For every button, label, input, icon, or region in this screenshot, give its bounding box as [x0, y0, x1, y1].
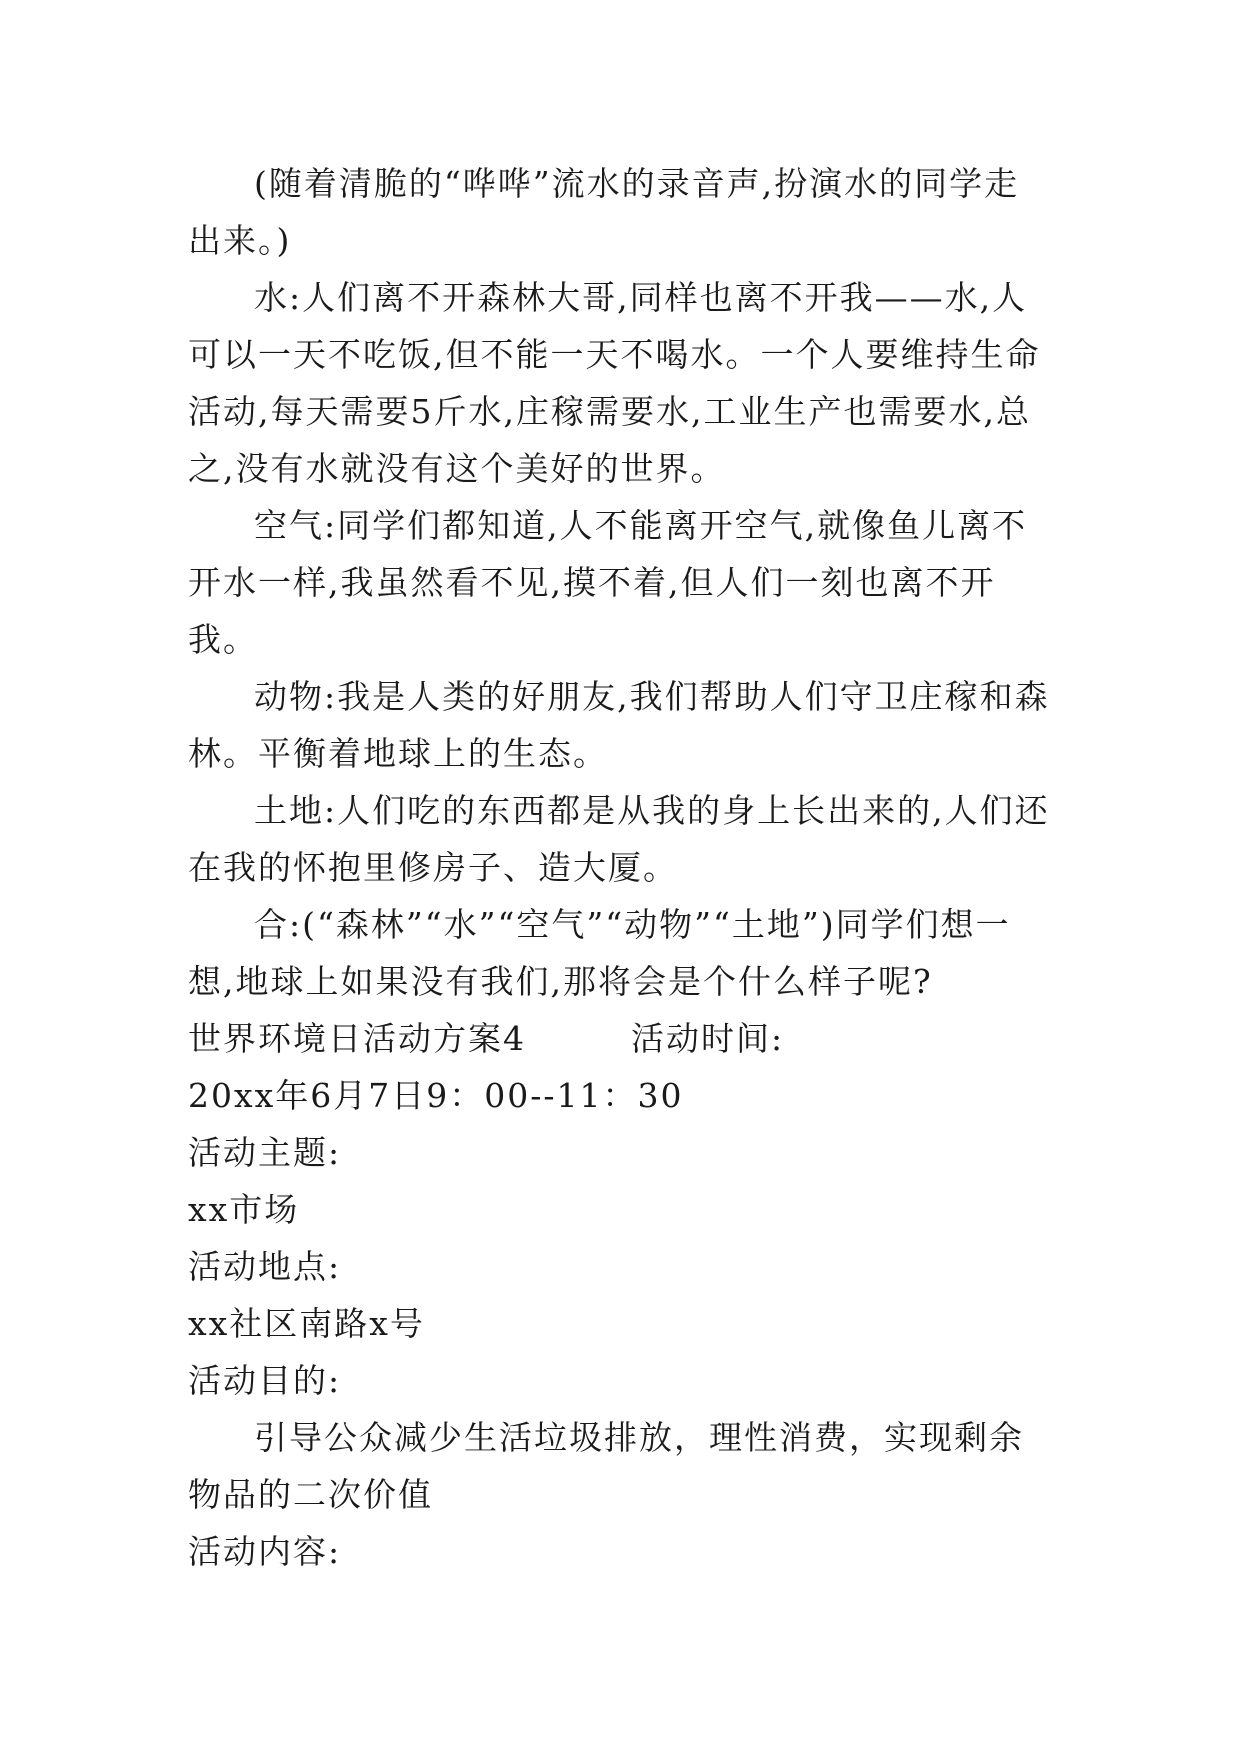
activity-theme-label: 活动主题:	[188, 1133, 342, 1172]
activity-location-value: xx社区南路x号	[188, 1304, 425, 1343]
activity-content-label: 活动内容:	[188, 1532, 342, 1571]
activity-purpose-value: 引导公众减少生活垃圾排放，理性消费，实现剩余物品的二次价值	[188, 1418, 1024, 1514]
activity-theme-value: xx市场	[188, 1190, 300, 1229]
paragraph-water-sound: (随着清脆的“哗哗”流水的录音声,扮演水的同学走出来。)	[188, 164, 1020, 260]
activity-time-value: 20xx年6月7日9：00--11：30	[188, 1076, 684, 1115]
paragraph-land: 土地:人们吃的东西都是从我的身上长出来的,人们还在我的怀抱里修房子、造大厦。	[188, 791, 1050, 887]
paragraph-chorus: 合:(“森林”“水”“空气”“动物”“土地”)同学们想一想,地球上如果没有我们,那将会是个什么样子呢?	[188, 905, 1011, 1001]
paragraph-animals: 动物:我是人类的好朋友,我们帮助人们守卫庄稼和森林。平衡着地球上的生态。	[188, 677, 1050, 773]
activity-location-label: 活动地点:	[188, 1247, 342, 1286]
paragraph-water: 水:人们离不开森林大哥,同样也离不开我——水,人可以一天不吃饭,但不能一天不喝水。一个人要维持生命活动,每天需要5斤水,庄稼需要水,工业生产也需要水,总之,没有水就没有这个美好的世界。	[188, 278, 1041, 488]
plan-heading-and-time-label: 世界环境日活动方案4 活动时间:	[188, 1019, 785, 1058]
paragraph-air: 空气:同学们都知道,人不能离开空气,就像鱼儿离不开水一样,我虽然看不见,摸不着,但人们一刻也离不开我。	[188, 506, 1028, 659]
activity-purpose-label: 活动目的:	[188, 1361, 342, 1400]
document-body	[188, 155, 1053, 1580]
